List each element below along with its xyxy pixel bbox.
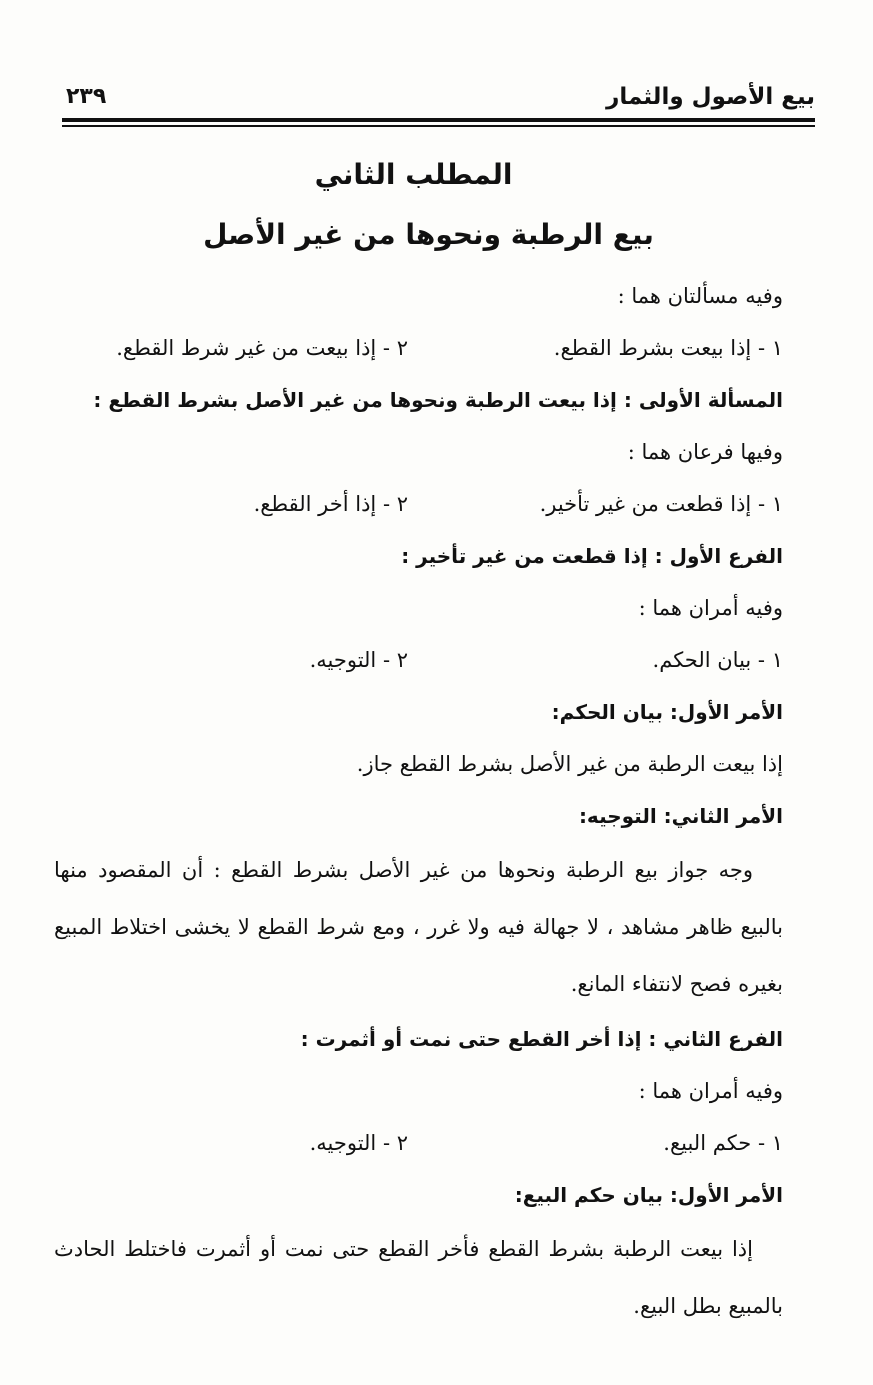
subject-title: بيع الرطبة ونحوها من غير الأصل	[203, 218, 654, 251]
question-1-items	[54, 478, 783, 530]
branch-1-matter-2-text: وجه جواز بيع الرطبة ونحوها من غير الأصل بشرط القطع : أن المقصود منها بالبيع ظاهر مشاهد ، لا جهالة فيه ولا غرر ، ومع شرط القطع لا يخشى اختلاط المبيع بغيره فصح لانتفاء المانع.	[54, 858, 783, 996]
branch-2-intro: وفيه أمران هما :	[638, 1079, 783, 1103]
page-header	[62, 80, 815, 124]
branch-2-heading: الفرع الثاني : إذا أخر القطع حتى نمت أو أثمرت :	[300, 1027, 783, 1051]
list-item: ٢ - إذا أخر القطع.	[253, 492, 408, 516]
branch-1-matter-1-heading: الأمر الأول: بيان الحكم:	[551, 700, 783, 724]
intro-items	[54, 322, 783, 374]
list-item: ٢ - إذا بيعت من غير شرط القطع.	[116, 336, 408, 360]
branch-2-matter-1-heading: الأمر الأول: بيان حكم البيع:	[514, 1183, 783, 1207]
branch-1-items	[54, 634, 783, 686]
header-rule-thin	[62, 125, 815, 127]
list-item: ١ - إذا قطعت من غير تأخير.	[539, 492, 783, 516]
list-item: ٢ - التوجيه.	[309, 1131, 408, 1155]
running-head-title: بيع الأصول والثمار	[606, 84, 815, 110]
list-item: ٢ - التوجيه.	[309, 648, 408, 672]
question-1-intro: وفيها فرعان هما :	[627, 440, 783, 464]
header-rule-thick	[62, 118, 815, 122]
branch-1-matter-2-heading: الأمر الثاني: التوجيه:	[578, 804, 783, 828]
branch-1-intro: وفيه أمران هما :	[638, 596, 783, 620]
section-title: المطلب الثاني	[314, 158, 513, 191]
intro-line: وفيه مسألتان هما :	[617, 284, 783, 308]
branch-2-items	[54, 1117, 783, 1169]
question-1-heading: المسألة الأولى : إذا بيعت الرطبة ونحوها من غير الأصل بشرط القطع :	[93, 388, 783, 412]
branch-1-heading: الفرع الأول : إذا قطعت من غير تأخير :	[401, 544, 783, 568]
list-item: ١ - إذا بيعت بشرط القطع.	[553, 336, 783, 360]
page-body	[54, 150, 783, 1335]
branch-1-matter-1-text: إذا بيعت الرطبة من غير الأصل بشرط القطع جاز.	[356, 752, 783, 776]
branch-2-matter-1-text: إذا بيعت الرطبة بشرط القطع فأخر القطع حتى نمت أو أثمرت فاختلط الحادث بالمبيع بطل البيع.	[54, 1237, 783, 1318]
list-item: ١ - بيان الحكم.	[652, 648, 783, 672]
list-item: ١ - حكم البيع.	[663, 1131, 783, 1155]
page-number: ٢٣٩	[66, 84, 107, 109]
